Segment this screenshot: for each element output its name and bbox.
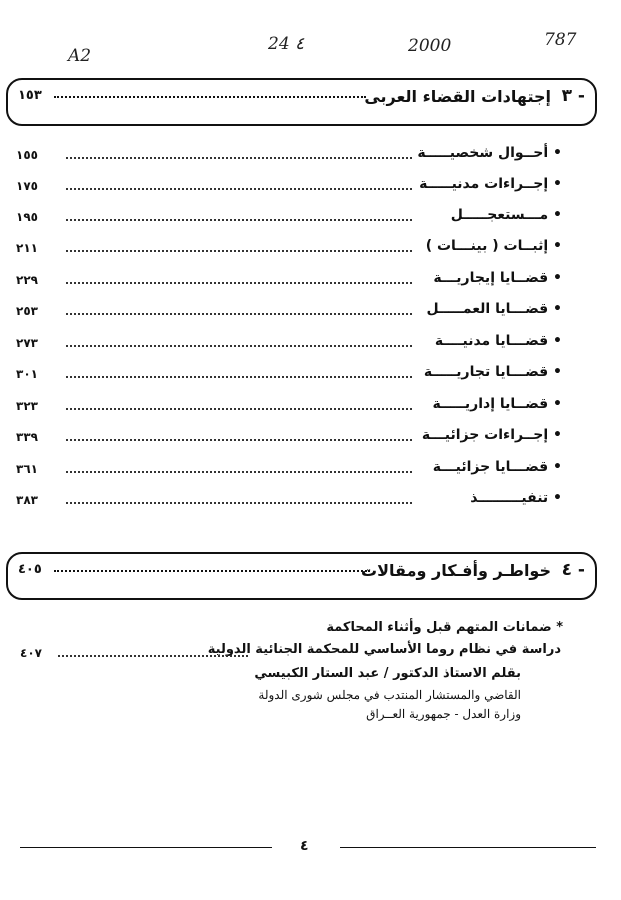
handwritten-note-a2: A2 xyxy=(68,46,92,66)
toc-entry-label: • إثبــات ( بينـــات ) xyxy=(425,238,562,254)
handwritten-note-date: 24 ٤ xyxy=(268,34,305,54)
section-4-number: ٤ - xyxy=(561,560,585,580)
toc-entry xyxy=(16,207,562,231)
footer-rule-left xyxy=(20,847,272,848)
section-4-leader xyxy=(54,570,370,572)
section-3-title: إجتهادات القضاء العربى xyxy=(364,87,551,106)
handwritten-note-number: 787 xyxy=(544,30,577,50)
toc-entry-page: ٣٨٣ xyxy=(16,493,38,507)
toc-entry-label: • قضـــايا العمـــــل xyxy=(426,301,562,317)
toc-entry xyxy=(16,238,562,262)
toc-entry-label: • تنفيـــــــــذ xyxy=(470,490,562,506)
section-3-leader xyxy=(54,96,366,98)
toc-leader xyxy=(66,313,412,315)
toc-entry-page: ٣٢٣ xyxy=(16,399,38,413)
toc-entry xyxy=(16,490,562,514)
toc-entry-page: ١٧٥ xyxy=(16,179,38,193)
toc-entry-page: ٢٢٩ xyxy=(16,273,38,287)
article-title: * ضمانات المتهم قبل وأثناء المحاكمة xyxy=(326,620,563,635)
toc-entry-page: ٢٧٣ xyxy=(16,336,38,350)
toc-entry xyxy=(16,333,562,357)
section-4-page: ٤٠٥ xyxy=(18,562,42,577)
toc-entry-label: • قضــايا إيجاريـــة xyxy=(433,270,562,286)
handwritten-note-year: 2000 xyxy=(408,36,452,56)
section-4-header xyxy=(6,552,597,600)
toc-leader xyxy=(66,471,412,473)
toc-entry-label: • قضـــايا جزائيـــة xyxy=(432,459,562,475)
toc-entry xyxy=(16,459,562,483)
toc-leader xyxy=(66,502,412,504)
toc-entry-label: • أحــوال شخصيـــــة xyxy=(417,145,562,161)
toc-entry xyxy=(16,176,562,200)
article-author-role: القاضي والمستشار المنتدب في مجلس شورى الدولة xyxy=(258,688,521,702)
article-author: بقلم الاستاذ الدكتور / عبد الستار الكبيسي xyxy=(254,666,521,681)
toc-entry-page: ٣٣٩ xyxy=(16,430,38,444)
toc-entry-page: ٣٠١ xyxy=(16,367,38,381)
toc-entry xyxy=(16,270,562,294)
toc-leader xyxy=(66,376,412,378)
toc-entry-label: • قضــايا إداريـــــة xyxy=(432,396,562,412)
toc-entry xyxy=(16,364,562,388)
toc-entry-page: ٢٥٣ xyxy=(16,304,38,318)
toc-leader xyxy=(66,219,412,221)
toc-leader xyxy=(66,188,412,190)
section-3-header xyxy=(6,78,597,126)
toc-entry xyxy=(16,396,562,420)
article-author-ministry: وزارة العدل - جمهورية العــراق xyxy=(366,707,521,721)
toc-leader xyxy=(66,250,412,252)
section-4-title: خواطـر وأفـكار ومقالات xyxy=(361,561,551,580)
toc-entry xyxy=(16,301,562,325)
toc-entry xyxy=(16,145,562,169)
article-page: ٤٠٧ xyxy=(20,646,42,660)
toc-entry-label: • إجــراءات جزائيـــة xyxy=(421,427,562,443)
toc-entry-label: • إجــراءات مدنيـــــة xyxy=(419,176,562,192)
article-leader xyxy=(58,655,248,657)
toc-entry-label: • قضـــايا مدنيــــة xyxy=(434,333,562,349)
toc-leader xyxy=(66,439,412,441)
toc-entry-label: • قضـــايا تجاريـــــة xyxy=(423,364,562,380)
footer-rule-right xyxy=(340,847,596,848)
toc-leader xyxy=(66,282,412,284)
toc-leader xyxy=(66,345,412,347)
toc-entry-page: ٢١١ xyxy=(16,241,38,255)
toc-entry-page: ١٥٥ xyxy=(16,148,38,162)
section-3-number: ٣ - xyxy=(561,86,585,106)
footer-page-number: ٤ xyxy=(300,838,309,854)
toc-entry-page: ١٩٥ xyxy=(16,210,38,224)
toc-entry xyxy=(16,427,562,451)
toc-leader xyxy=(66,408,412,410)
article-subtitle: دراسة في نظام روما الأساسي للمحكمة الجنائية الدولية xyxy=(207,642,561,657)
toc-entry-page: ٣٦١ xyxy=(16,462,38,476)
toc-leader xyxy=(66,157,412,159)
toc-entry-label: • مـــستعجـــــل xyxy=(450,207,562,223)
section-3-page: ١٥٣ xyxy=(18,88,42,103)
